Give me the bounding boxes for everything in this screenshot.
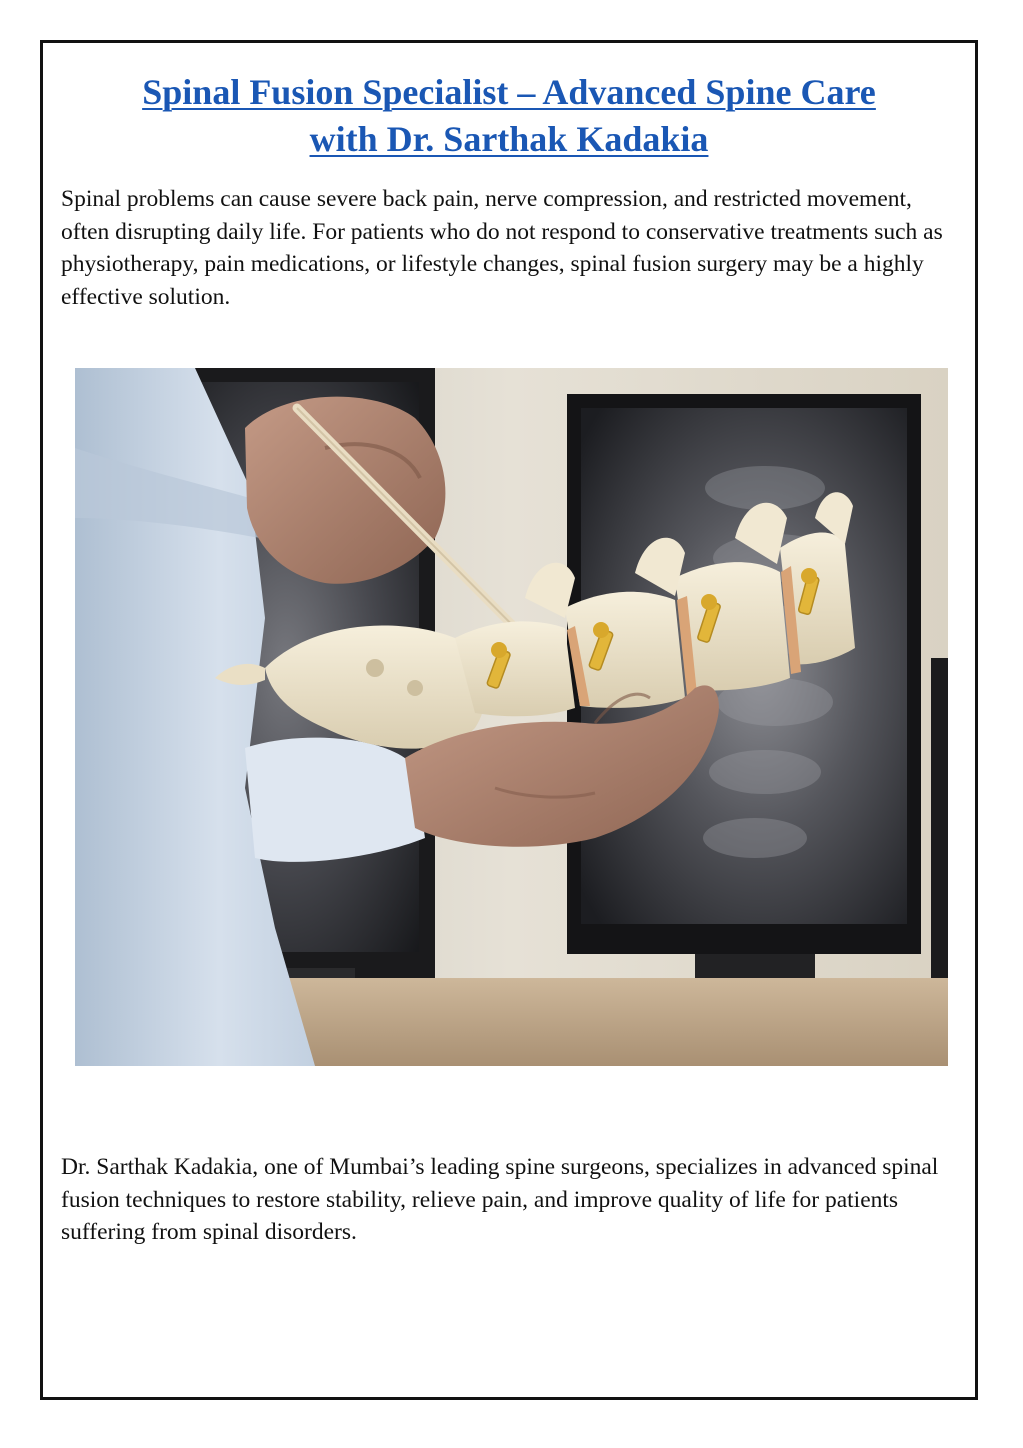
- intro-paragraph: Spinal problems can cause severe back pain, nerve compression, and restricted movement, often disrupting daily life. For patients who do not respond to conservative treatments such as physiotherapy, pain medications, or lifestyle changes, spinal fusion surgery may be a highly effective solution.: [61, 186, 943, 310]
- page-title[interactable]: [43, 69, 975, 163]
- closing-paragraph: Dr. Sarthak Kadakia, one of Mumbai’s leading spine surgeons, specializes in advanced spinal fusion techniques to restore stability, relieve pain, and improve quality of life for patients suffering from spinal disorders.: [61, 1154, 939, 1245]
- page-frame: [40, 40, 978, 1400]
- title-line-2: with Dr. Sarthak Kadakia: [309, 119, 709, 159]
- title-line-1: Spinal Fusion Specialist – Advanced Spine Care: [142, 72, 876, 112]
- spine-model-illustration: [75, 368, 948, 1066]
- title-link[interactable]: [142, 72, 876, 159]
- spine-model-photo: [75, 368, 948, 1066]
